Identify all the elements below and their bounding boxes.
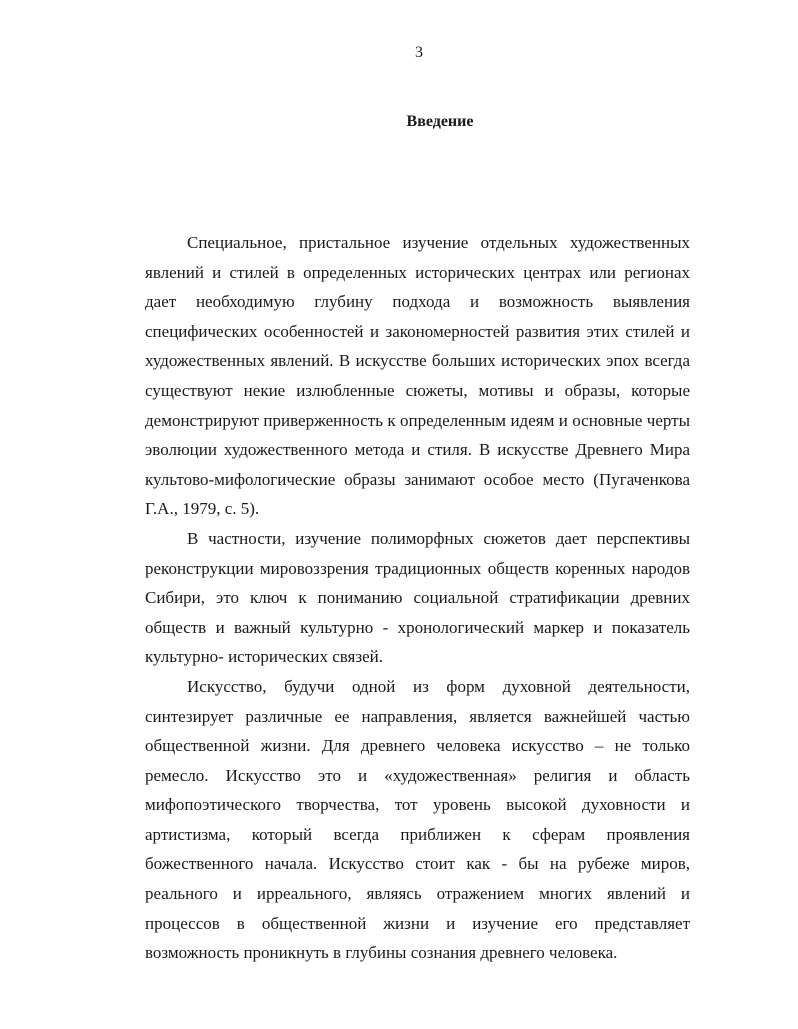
page-number: 3: [415, 44, 423, 61]
paragraph-3: [145, 672, 690, 968]
body-text: [145, 228, 690, 968]
paragraph-2-text: В частности, изучение полиморфных сюжетов дает перспективы реконструкции мировоззрения традиционных обществ коренных народов Сибири, это ключ к пониманию социальной стратификации древних обществ и важный культурно - хронологический маркер и показатель культурно- исторических связей.: [145, 528, 690, 667]
paragraph-2: [145, 524, 690, 672]
paragraph-1-text: Специальное, пристальное изучение отдельных художественных явлений и стилей в определенных исторических центрах или регионах дает необходимую глубину подхода и возможность выявления специфических особенностей и закономерностей развития этих стилей и художественных явлений. В искусстве больших исторических эпох всегда существуют некие излюбленные сюжеты, мотивы и образы, которые демонстрируют приверженность к определенным идеям и основные черты эволюции художественного метода и стиля. В искусстве Древнего Мира культово-мифологические образы занимают особое место (Пугаченкова Г.А., 1979, с. 5).: [145, 233, 690, 519]
page-title: Введение: [406, 113, 474, 130]
paragraph-3-text: Искусство, будучи одной из форм духовной деятельности, синтезирует различные ее направления, является важнейшей частью общественной жизни. Для древнего человека искусство – не только ремесло. Искусство это и «художественная» религия и область мифопоэтического творчества, тот уровень высокой духовности и артистизма, который всегда приближен к сферам проявления божественного начала. Искусство стоит как - бы на рубеже миров, реального и ирреального, являясь отражением многих явлений и процессов в общественной жизни и изучение его представляет возможность проникнуть в глубины сознания древнего человека.: [145, 676, 690, 963]
paragraph-1: [145, 228, 690, 524]
